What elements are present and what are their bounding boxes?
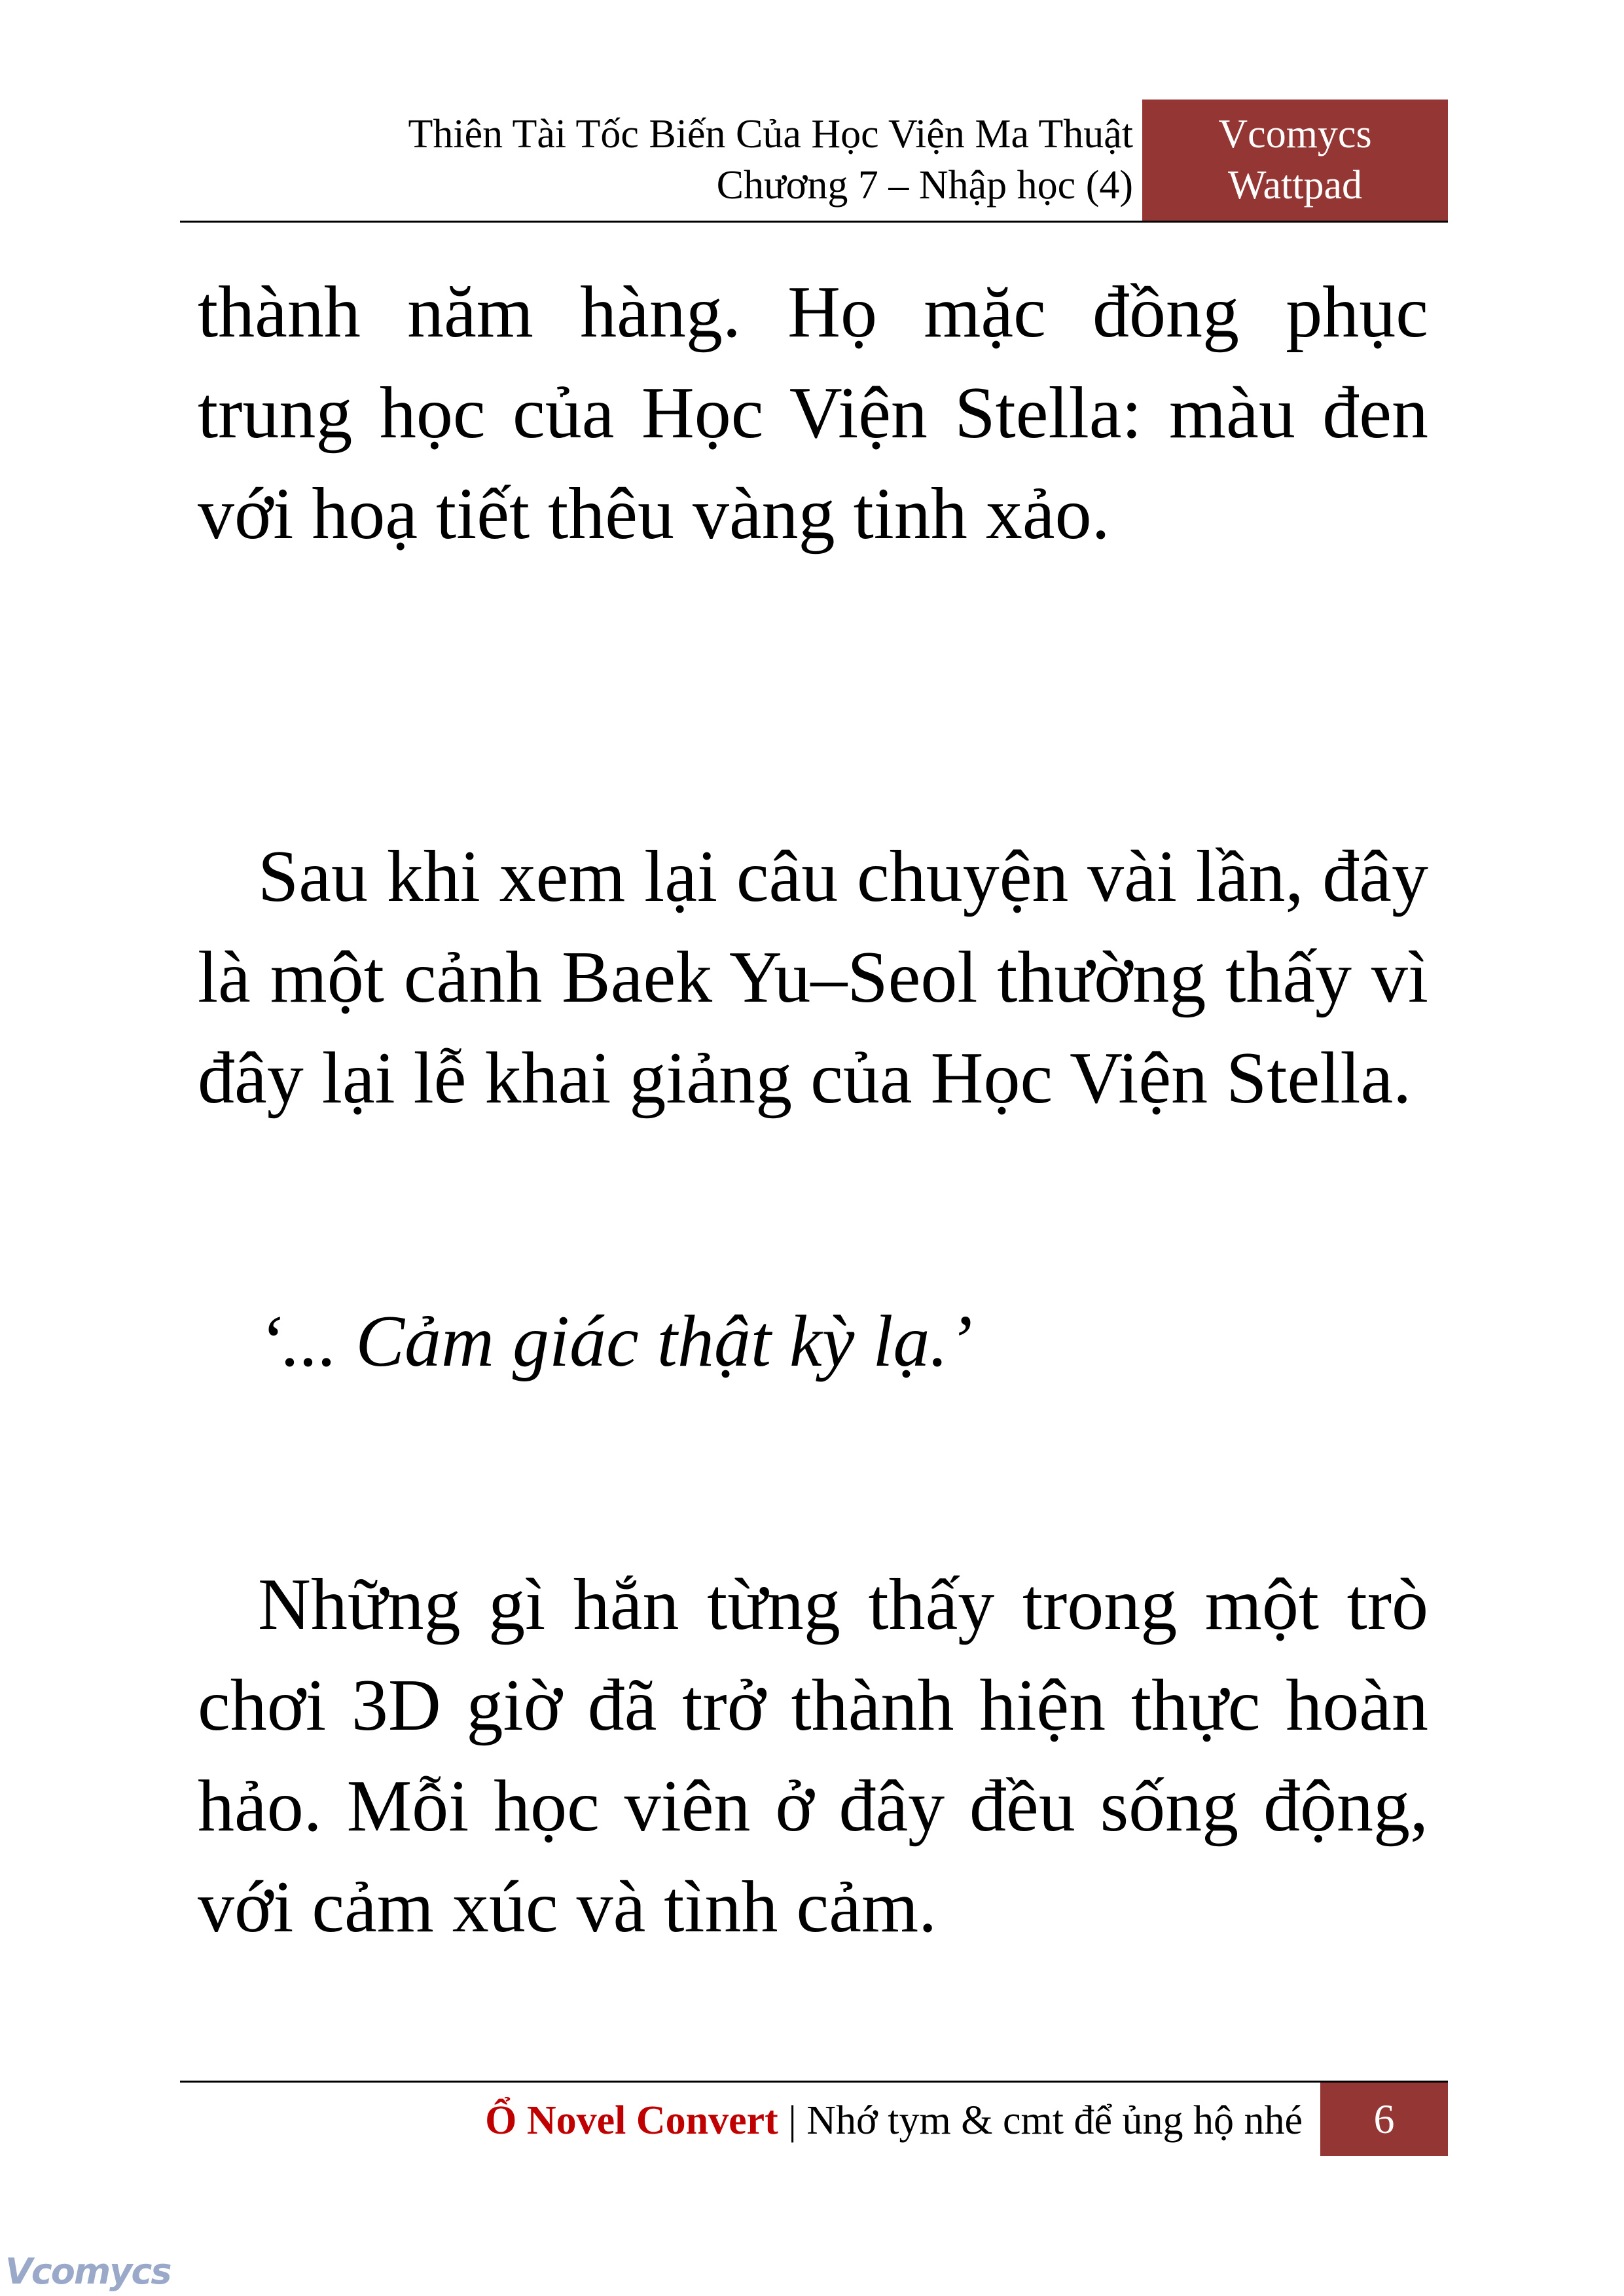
book-title: Thiên Tài Tốc Biến Của Học Viện Ma Thuật [408,112,1133,156]
paragraph: thành năm hàng. Họ mặc đồng phục trung học của Học Viện Stella: màu đen với hoạ tiết thêu vàng tinh xảo. [198,272,1428,555]
thought-line: ‘... Cảm giác thật kỳ lạ.’ [258,1301,973,1382]
source-name: Vcomycs [1218,112,1372,156]
footer-brand: Ổ Novel Convert [485,2098,778,2143]
source-platform: Wattpad [1227,163,1363,208]
page-header [180,100,1448,223]
paragraph: Sau khi xem lại câu chuyện vài lần, đây là một cảnh Baek Yu–Seol thường thấy vì đây lại lễ khai giảng của Học Viện Stella. [198,836,1428,1119]
watermark-logo: Vcomycs [5,2251,171,2292]
paragraph: Những gì hắn từng thấy trong một trò chơi 3D giờ đã trở thành hiện thực hoàn hảo. Mỗi học viên ở đây đều sống động, với cảm xúc và tình cảm. [198,1564,1428,1948]
footer-note: Nhớ tym & cmt để ủng hộ nhé [806,2098,1303,2143]
footer-separator: | [778,2098,807,2143]
page-footer [180,2081,1448,2156]
header-titles [180,100,1133,221]
chapter-title: Chương 7 – Nhập học (4) [716,163,1133,208]
page-body [198,262,1428,1958]
header-source-badge [1142,100,1448,221]
page-number: 6 [1320,2083,1448,2156]
footer-text [485,2094,1303,2147]
